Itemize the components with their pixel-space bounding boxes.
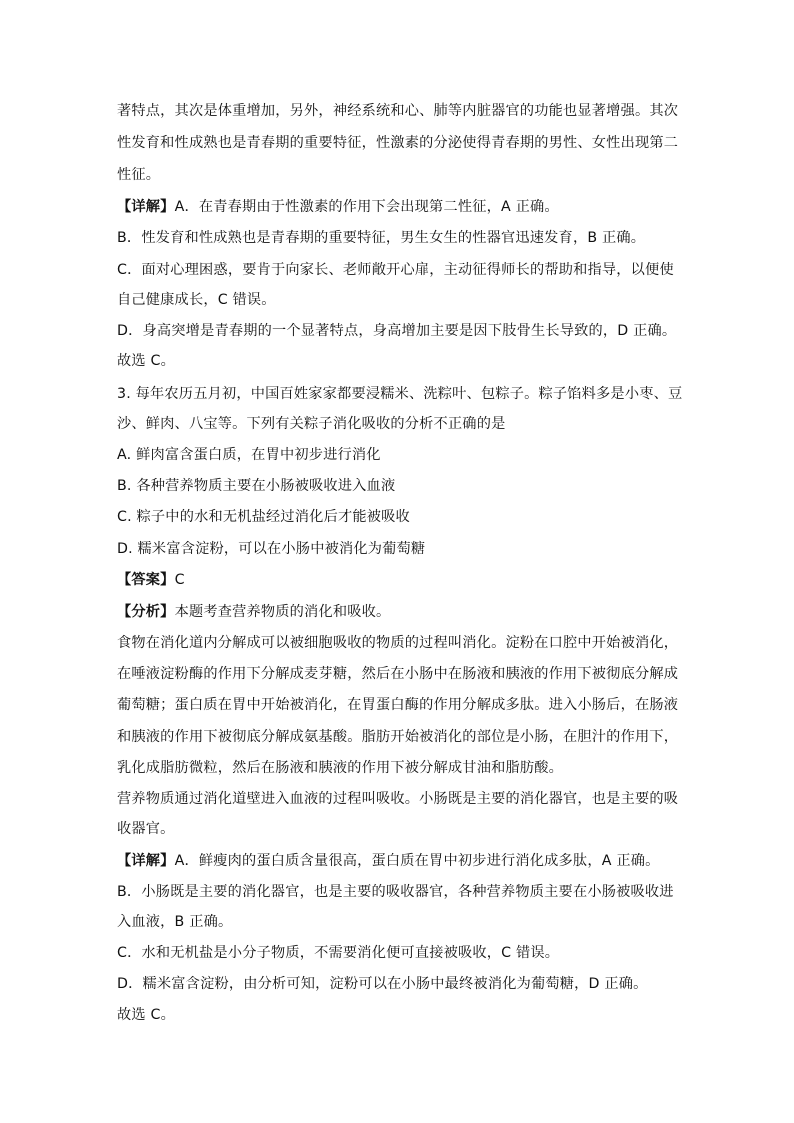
analysis-tag: 【分析】 bbox=[117, 604, 175, 620]
text-line: 著特点，其次是体重增加，另外，神经系统和心、肺等内脏器官的功能也显著增强。其次 bbox=[117, 103, 679, 119]
text-line: D．糯米富含淀粉，由分析可知，淀粉可以在小肠中最终被消化为葡萄糖，D 正确。 bbox=[117, 976, 648, 992]
detail-tag: 【详解】 bbox=[117, 853, 175, 869]
text-line: 食物在消化道内分解成可以被细胞吸收的物质的过程叫消化。淀粉在口腔中开始被消化， bbox=[117, 635, 679, 651]
answer-line: 【答案】C bbox=[117, 572, 185, 588]
text-line: D．身高突增是青春期的一个显著特点，身高增加主要是因下肢骨生长导致的，D 正确。 bbox=[117, 323, 677, 339]
question-line: 3. 每年农历五月初，中国百姓家家都要浸糯米、洗粽叶、包粽子。粽子馅料多是小枣、豆 bbox=[117, 386, 683, 402]
answer-tag: 【答案】 bbox=[117, 572, 175, 588]
option-b: B. 各种营养物质主要在小肠被吸收进入血液 bbox=[117, 478, 396, 494]
option-d: D. 糯米富含淀粉，可以在小肠中被消化为葡萄糖 bbox=[117, 541, 426, 557]
text-line: 入血液，B 正确。 bbox=[117, 914, 233, 930]
text-line: 乳化成脂肪微粒，然后在肠液和胰液的作用下被分解成甘油和脂肪酸。 bbox=[117, 760, 564, 776]
text-line: 收器官。 bbox=[117, 821, 175, 837]
detail-line: 【详解】A．鲜瘦肉的蛋白质含量很高，蛋白质在胃中初步进行消化成多肽，A 正确。 bbox=[117, 853, 660, 869]
option-c: C. 粽子中的水和无机盐经过消化后才能被吸收 bbox=[117, 509, 410, 525]
text-line: 故选 C。 bbox=[117, 353, 175, 369]
text-line: 自己健康成长，C 错误。 bbox=[117, 292, 276, 308]
text-line: C．水和无机盐是小分子物质，不需要消化便可直接被吸收，C 错误。 bbox=[117, 945, 560, 961]
text-line: 营养物质通过消化道壁进入血液的过程叫吸收。小肠既是主要的消化器官，也是主要的吸 bbox=[117, 791, 679, 807]
detail-line: 【详解】A．在青春期由于性激素的作用下会出现第二性征，A 正确。 bbox=[117, 199, 559, 215]
text-line: 在唾液淀粉酶的作用下分解成麦芽糖，然后在小肠中在肠液和胰液的作用下被彻底分解成 bbox=[117, 666, 679, 682]
text-line: 和胰液的作用下被彻底分解成氨基酸。脂肪开始被消化的部位是小肠，在胆汁的作用下， bbox=[117, 729, 679, 745]
analysis-line: 【分析】本题考查营养物质的消化和吸收。 bbox=[117, 604, 391, 620]
text-line: 故选 C。 bbox=[117, 1007, 175, 1023]
text-line: B．小肠既是主要的消化器官，也是主要的吸收器官，各种营养物质主要在小肠被吸收进 bbox=[117, 884, 674, 900]
question-line: 沙、鲜肉、八宝等。下列有关粽子消化吸收的分析不正确的是 bbox=[117, 416, 506, 432]
text-line: C．面对心理困惑，要肯于向家长、老师敞开心扉，主动征得师长的帮助和指导，以便使 bbox=[117, 262, 674, 278]
text-line: 性征。 bbox=[117, 167, 161, 183]
text-line: B．性发育和性成熟也是青春期的重要特征，男生女生的性器官迅速发育，B 正确。 bbox=[117, 230, 646, 246]
text-line: 葡萄糖；蛋白质在胃中开始被消化，在胃蛋白酶的作用分解成多肽。进入小肠后，在肠液 bbox=[117, 697, 679, 713]
text-line: 性发育和性成熟也是青春期的重要特征，性激素的分泌使得青春期的男性、女性出现第二 bbox=[117, 135, 679, 151]
detail-tag: 【详解】 bbox=[117, 199, 175, 215]
option-a: A. 鲜肉富含蛋白质，在胃中初步进行消化 bbox=[117, 447, 381, 463]
